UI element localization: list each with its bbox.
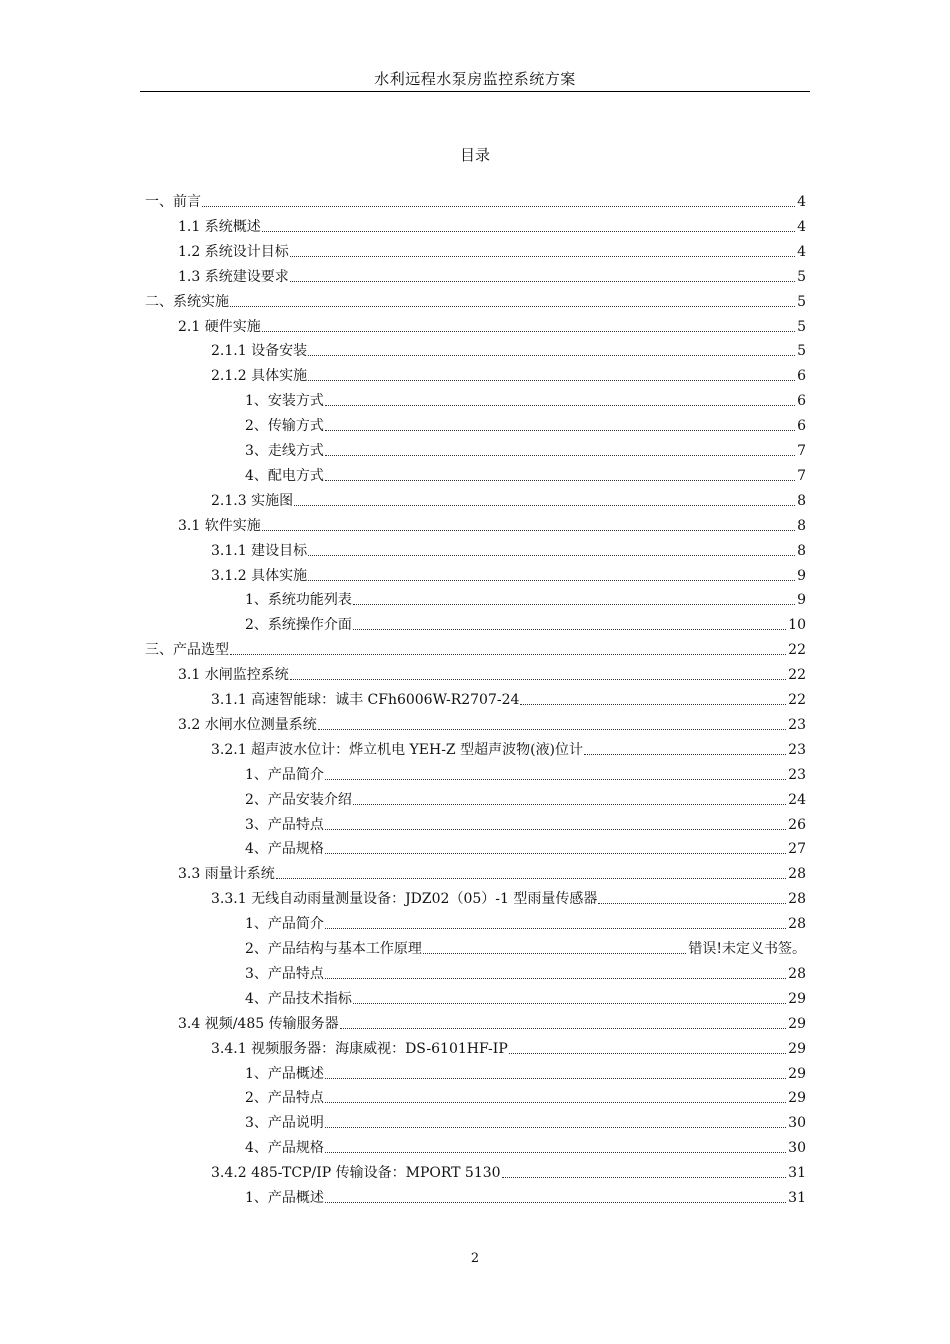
toc-dot-leader	[290, 255, 795, 257]
toc-dot-leader	[325, 454, 795, 456]
toc-entry-page: 30	[788, 1140, 806, 1156]
toc-entry-page: 29	[788, 991, 806, 1007]
toc-entry[interactable]	[245, 1088, 806, 1108]
toc-entry-label: 2、系统操作介面	[245, 617, 352, 633]
toc-entry-page: 29	[788, 1041, 806, 1057]
toc-entry-page: 29	[788, 1066, 806, 1082]
toc-entry[interactable]	[145, 292, 806, 312]
toc-dot-leader	[325, 828, 786, 830]
toc-dot-leader	[520, 703, 786, 705]
toc-entry-page: 22	[788, 667, 806, 683]
toc-dot-leader	[290, 678, 786, 680]
toc-dot-leader	[262, 330, 795, 332]
toc-entry[interactable]	[245, 765, 806, 785]
toc-entry[interactable]	[245, 790, 806, 810]
toc-entry[interactable]	[178, 516, 806, 536]
toc-entry[interactable]	[211, 740, 806, 760]
toc-entry[interactable]	[211, 889, 806, 909]
toc-entry-page: 5	[797, 319, 806, 335]
toc-entry[interactable]	[211, 541, 806, 561]
toc-dot-leader	[294, 504, 795, 506]
toc-entry-label: 2、产品安装介绍	[245, 792, 352, 808]
toc-dot-leader	[325, 1201, 786, 1203]
toc-dot-leader	[308, 354, 795, 356]
page-number: 2	[470, 1251, 480, 1266]
toc-dot-leader	[353, 603, 795, 605]
toc-entry-label: 2.1.1 设备安装	[211, 343, 308, 359]
toc-dot-leader	[598, 902, 786, 904]
toc-entry[interactable]	[178, 242, 806, 262]
toc-entry-page: 9	[797, 592, 806, 608]
toc-dot-leader	[340, 1027, 787, 1029]
toc-entry[interactable]	[245, 914, 806, 934]
toc-entry[interactable]	[245, 466, 806, 486]
toc-dot-leader	[325, 1126, 786, 1128]
toc-entry-label: 1、系统功能列表	[245, 592, 352, 608]
toc-dot-leader	[290, 280, 795, 282]
toc-entry-label: 3.1.2 具体实施	[211, 568, 308, 584]
toc-entry-page: 5	[797, 294, 806, 310]
toc-entry-page: 24	[788, 792, 806, 808]
toc-entry-label: 3、产品特点	[245, 817, 324, 833]
toc-entry-label: 2.1.3 实施图	[211, 493, 294, 509]
toc-dot-leader	[353, 628, 786, 630]
toc-dot-leader	[325, 429, 795, 431]
toc-entry-label: 3.4 视频/485 传输服务器	[178, 1016, 339, 1032]
toc-entry-label: 1.1 系统概述	[178, 219, 261, 235]
toc-entry-page: 23	[788, 717, 806, 733]
toc-entry[interactable]	[245, 615, 806, 635]
toc-dot-leader	[423, 952, 686, 954]
toc-entry-page: 29	[788, 1016, 806, 1032]
toc-entry-label: 2、产品结构与基本工作原理	[245, 941, 422, 957]
toc-entry[interactable]	[245, 815, 806, 835]
toc-entry-page: 23	[788, 742, 806, 758]
toc-entry[interactable]	[178, 1014, 806, 1034]
toc-dot-leader	[325, 1101, 786, 1103]
toc-entry-label: 3.1 软件实施	[178, 518, 261, 534]
toc-entry-label: 二、系统实施	[145, 294, 229, 310]
toc-entry-page: 5	[797, 269, 806, 285]
toc-entry-label: 3.1.1 建设目标	[211, 543, 308, 559]
toc-dot-leader	[308, 554, 795, 556]
toc-entry-page: 26	[788, 817, 806, 833]
toc-entry-label: 1、产品概述	[245, 1066, 324, 1082]
toc-entry[interactable]	[245, 964, 806, 984]
toc-entry-label: 3.3.1 无线自动雨量测量设备：JDZ02（05）-1 型雨量传感器	[211, 891, 598, 907]
toc-entry-page: 23	[788, 767, 806, 783]
toc-entry-page: 5	[797, 343, 806, 359]
toc-dot-leader	[308, 379, 795, 381]
toc-entry-page: 6	[797, 418, 806, 434]
toc-entry-label: 2、产品特点	[245, 1090, 324, 1106]
toc-entry-page: 31	[788, 1165, 806, 1181]
toc-entry-page: 28	[788, 891, 806, 907]
toc-entry-label: 1、产品概述	[245, 1190, 324, 1206]
toc-entry[interactable]	[178, 715, 806, 735]
toc-entry-page: 29	[788, 1090, 806, 1106]
toc-entry-page: 30	[788, 1115, 806, 1131]
toc-entry[interactable]	[245, 1188, 806, 1208]
toc-entry-label: 1、安装方式	[245, 393, 324, 409]
toc-entry-page: 4	[797, 219, 806, 235]
toc-entry[interactable]	[178, 217, 806, 237]
toc-entry-label: 一、前言	[145, 194, 201, 210]
toc-entry-label: 1.3 系统建设要求	[178, 269, 289, 285]
toc-dot-leader	[262, 230, 795, 232]
toc-entry[interactable]	[245, 441, 806, 461]
toc-dot-leader	[325, 778, 786, 780]
toc-entry-page: 28	[788, 866, 806, 882]
toc-entry-page: 7	[797, 443, 806, 459]
toc-entry[interactable]	[211, 566, 806, 586]
toc-entry-page: 7	[797, 468, 806, 484]
toc-entry-label: 2.1.2 具体实施	[211, 368, 308, 384]
toc-entry[interactable]	[245, 1113, 806, 1133]
toc-entry-page: 10	[788, 617, 806, 633]
toc-entry-page: 4	[797, 194, 806, 210]
toc-dot-leader	[325, 927, 786, 929]
toc-entry[interactable]	[145, 640, 806, 660]
toc-entry-page: 8	[797, 493, 806, 509]
toc-entry-page: 6	[797, 393, 806, 409]
toc-entry-page: 31	[788, 1190, 806, 1206]
toc-entry[interactable]	[211, 1163, 806, 1183]
toc-dot-leader	[318, 728, 786, 730]
toc-entry-page: 28	[788, 916, 806, 932]
toc-entry[interactable]	[211, 366, 806, 386]
toc-entry[interactable]	[245, 839, 806, 859]
toc-entry-label: 4、配电方式	[245, 468, 324, 484]
toc-entry-label: 3.4.2 485-TCP/IP 传输设备：MPORT 5130	[211, 1165, 501, 1181]
toc-entry[interactable]	[178, 665, 806, 685]
toc-entry-label: 1、产品简介	[245, 767, 324, 783]
toc-entry-label: 3.4.1 视频服务器：海康威视：DS-6101HF-IP	[211, 1041, 508, 1057]
toc-dot-leader	[353, 803, 786, 805]
toc-entry[interactable]	[211, 1039, 806, 1059]
toc-entry-page: 错误!未定义书签。	[688, 941, 806, 957]
toc-entry-label: 3.3 雨量计系统	[178, 866, 275, 882]
toc-entry[interactable]	[245, 416, 806, 436]
toc-entry-page: 22	[788, 642, 806, 658]
toc-entry[interactable]	[211, 341, 806, 361]
toc-entry-page: 22	[788, 692, 806, 708]
toc-dot-leader	[325, 479, 795, 481]
toc-entry-label: 1、产品简介	[245, 916, 324, 932]
toc-entry-label: 3、产品说明	[245, 1115, 324, 1131]
toc-entry[interactable]	[211, 690, 806, 710]
toc-entry[interactable]	[178, 864, 806, 884]
toc-entry-label: 3.2 水闸水位测量系统	[178, 717, 317, 733]
toc-entry[interactable]	[245, 391, 806, 411]
toc-entry[interactable]	[245, 939, 806, 959]
toc-dot-leader	[584, 753, 786, 755]
toc-title: 目录	[459, 146, 490, 164]
toc-entry-page: 8	[797, 518, 806, 534]
toc-entry-label: 2.1 硬件实施	[178, 319, 261, 335]
toc-entry-label: 2、传输方式	[245, 418, 324, 434]
toc-entry-label: 3、产品特点	[245, 966, 324, 982]
toc-entry-page: 6	[797, 368, 806, 384]
toc-entry[interactable]	[178, 317, 806, 337]
toc-entry-page: 4	[797, 244, 806, 260]
toc-dot-leader	[353, 1002, 786, 1004]
toc-dot-leader	[276, 877, 786, 879]
toc-entry[interactable]	[245, 1138, 806, 1158]
toc-dot-leader	[308, 579, 795, 581]
toc-dot-leader	[230, 305, 795, 307]
toc-entry-label: 1.2 系统设计目标	[178, 244, 289, 260]
toc-entry[interactable]	[178, 267, 806, 287]
header-divider	[140, 91, 810, 92]
toc-entry[interactable]	[245, 590, 806, 610]
toc-dot-leader	[325, 1151, 786, 1153]
toc-dot-leader	[325, 852, 786, 854]
toc-entry[interactable]	[211, 491, 806, 511]
toc-entry-page: 27	[788, 841, 806, 857]
toc-entry-page: 8	[797, 543, 806, 559]
toc-entry-label: 3.2.1 超声波水位计：烨立机电 YEH-Z 型超声波物(液)位计	[211, 742, 584, 758]
toc-entry-label: 4、产品技术指标	[245, 991, 352, 1007]
toc-dot-leader	[262, 529, 795, 531]
toc-entry-label: 三、产品选型	[145, 642, 229, 658]
toc-dot-leader	[502, 1176, 787, 1178]
toc-entry-page: 28	[788, 966, 806, 982]
toc-entry[interactable]	[145, 192, 806, 212]
toc-entry-page: 9	[797, 568, 806, 584]
toc-dot-leader	[325, 977, 786, 979]
toc-entry-label: 3、走线方式	[245, 443, 324, 459]
toc-entry-label: 4、产品规格	[245, 841, 324, 857]
toc-dot-leader	[325, 1077, 786, 1079]
running-header-title: 水利远程水泵房监控系统方案	[374, 70, 576, 88]
toc-dot-leader	[325, 404, 795, 406]
toc-entry-label: 3.1.1 高速智能球：诚丰 CFh6006W-R2707-24	[211, 692, 520, 708]
toc-entry[interactable]	[245, 1064, 806, 1084]
toc-entry-label: 3.1 水闸监控系统	[178, 667, 289, 683]
toc-dot-leader	[509, 1052, 786, 1054]
toc-dot-leader	[230, 653, 786, 655]
toc-dot-leader	[202, 205, 795, 207]
toc-entry[interactable]	[245, 989, 806, 1009]
toc-entry-label: 4、产品规格	[245, 1140, 324, 1156]
